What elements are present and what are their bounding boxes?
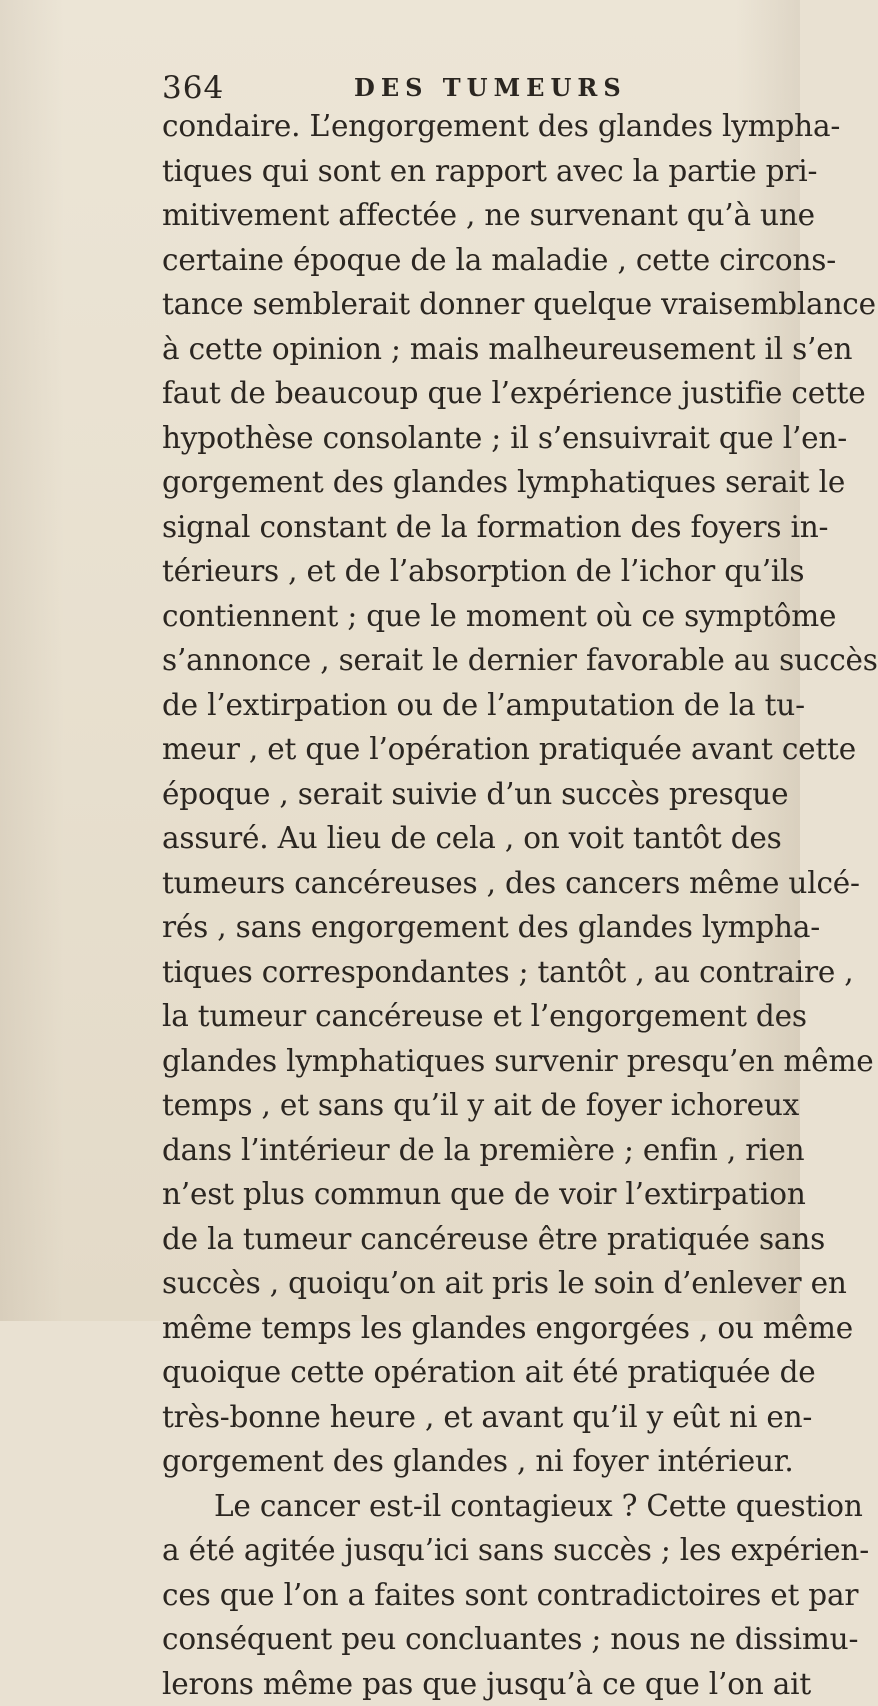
paragraph-end-line: gorgement des glandes , ni foyer intérieur. [162, 1439, 688, 1484]
text-line: même temps les glandes engorgées , ou même [162, 1306, 688, 1351]
text-line: la tumeur cancéreuse et l’engorgement des [162, 994, 688, 1039]
text-line: meur , et que l’opération pratiquée avant cette [162, 727, 688, 772]
text-line: a été agitée jusqu’ici sans succès ; les expérien- [162, 1528, 688, 1573]
text-line: de l’extirpation ou de l’amputation de la tu- [162, 683, 688, 728]
text-line: térieurs , et de l’absorption de l’ichor qu’ils [162, 549, 688, 594]
text-line: quoique cette opération ait été pratiquée de [162, 1350, 688, 1395]
text-line: très-bonne heure , et avant qu’il y eût ni en- [162, 1395, 688, 1440]
text-line: temps , et sans qu’il y ait de foyer ichoreux [162, 1083, 688, 1128]
text-line: signal constant de la formation des foyers in- [162, 505, 688, 550]
running-head: DES TUMEURS [354, 68, 627, 108]
text-line: certaine époque de la maladie , cette circons- [162, 238, 688, 283]
text-line: s’annonce , serait le dernier favorable au succès [162, 638, 688, 683]
text-line: condaire. L’engorgement des glandes lympha- [162, 104, 688, 149]
text-line: succès , quoiqu’on ait pris le soin d’enlever en [162, 1261, 688, 1306]
page-number: 364 [162, 66, 224, 110]
text-line: époque , serait suivie d’un succès presque [162, 772, 688, 817]
text-line: tiques correspondantes ; tantôt , au contraire , [162, 950, 688, 995]
text-line: tumeurs cancéreuses , des cancers même ulcé- [162, 861, 688, 906]
text-line: tance semblerait donner quelque vraisemblance [162, 282, 688, 327]
body-text [162, 104, 688, 1706]
text-line: rés , sans engorgement des glandes lympha- [162, 905, 688, 950]
text-line: lerons même pas que jusqu’à ce que l’on ait [162, 1662, 688, 1706]
paragraph-start-line: Le cancer est-il contagieux ? Cette question [162, 1484, 688, 1529]
text-line: faut de beaucoup que l’expérience justifie cette [162, 371, 688, 416]
text-line: hypothèse consolante ; il s’ensuivrait que l’en- [162, 416, 688, 461]
text-line: dans l’intérieur de la première ; enfin , rien [162, 1128, 688, 1173]
text-line: tiques qui sont en rapport avec la partie pri- [162, 149, 688, 194]
text-line: assuré. Au lieu de cela , on voit tantôt des [162, 816, 688, 861]
text-line: à cette opinion ; mais malheureusement il s’en [162, 327, 688, 372]
text-line: ces que l’on a faites sont contradictoires et par [162, 1573, 688, 1618]
text-line: contiennent ; que le moment où ce symptôme [162, 594, 688, 639]
text-line: n’est plus commun que de voir l’extirpation [162, 1172, 688, 1217]
text-line: mitivement affectée , ne survenant qu’à une [162, 193, 688, 238]
text-line: conséquent peu concluantes ; nous ne dissimu- [162, 1617, 688, 1662]
text-line: de la tumeur cancéreuse être pratiquée sans [162, 1217, 688, 1262]
text-line: glandes lymphatiques survenir presqu’en même [162, 1039, 688, 1084]
text-line: gorgement des glandes lymphatiques serait le [162, 460, 688, 505]
